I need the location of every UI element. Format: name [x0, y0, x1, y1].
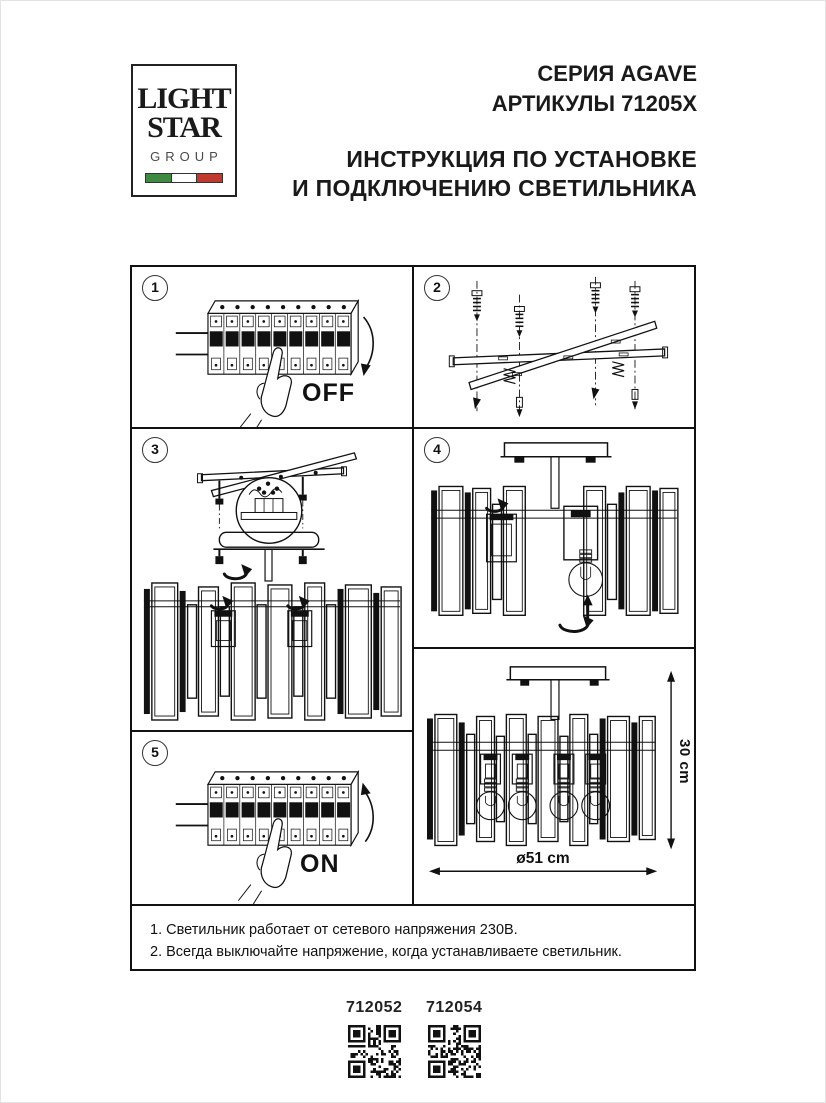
- logo-word-group: GROUP: [150, 149, 223, 164]
- height-dimension-label: 30 cm: [676, 739, 693, 785]
- article-block: [426, 999, 482, 1083]
- step-panel-3: [132, 429, 414, 732]
- logo-word-star: STAR: [147, 111, 221, 144]
- step-panel-4: [414, 429, 694, 649]
- header-text: [292, 59, 697, 203]
- footer-articles: [1, 999, 826, 1083]
- off-label: OFF: [302, 379, 355, 407]
- articles-title: АРТИКУЛЫ 71205X: [491, 91, 697, 116]
- fixture-assembly-illustration: [132, 429, 412, 730]
- mounting-bracket-illustration: [414, 267, 694, 427]
- logo-word-light: LIGHT: [137, 82, 231, 115]
- lightstar-logo: [131, 64, 237, 197]
- step-number-badge: 4: [424, 437, 450, 463]
- step-number-badge: 2: [424, 275, 450, 301]
- step-panel-5: [132, 732, 414, 906]
- step-panel-1: [132, 267, 414, 429]
- safety-notes: [132, 906, 694, 969]
- diameter-dimension-label: ø51 cm: [516, 850, 570, 867]
- instruction-title-line2: И ПОДКЛЮЧЕНИЮ СВЕТИЛЬНИКА: [292, 175, 697, 201]
- series-title: СЕРИЯ AGAVE: [537, 61, 697, 86]
- step-number-badge: 1: [142, 275, 168, 301]
- article-code: 712054: [426, 999, 483, 1016]
- breaker-on-illustration: [172, 754, 387, 906]
- on-label: ON: [300, 850, 340, 878]
- note-line-2: 2. Всегда выключайте напряжение, когда устанавливаете светильник.: [150, 944, 622, 960]
- bulb-install-illustration: [414, 429, 694, 647]
- step-number-badge: 3: [142, 437, 168, 463]
- italian-flag-bar: [145, 173, 223, 183]
- dimensions-panel: [414, 649, 694, 906]
- step-number-badge: 5: [142, 740, 168, 766]
- qr-code-712054: [428, 1025, 481, 1078]
- qr-code-712052: [348, 1025, 401, 1078]
- instruction-grid: [130, 265, 696, 971]
- article-code: 712052: [346, 999, 403, 1016]
- breaker-off-illustration: [172, 283, 387, 435]
- instruction-title-line1: ИНСТРУКЦИЯ ПО УСТАНОВКЕ: [346, 146, 697, 172]
- step-panel-2: [414, 267, 694, 429]
- note-line-1: 1. Светильник работает от сетевого напряжения 230В.: [150, 922, 518, 938]
- article-block: [346, 999, 402, 1083]
